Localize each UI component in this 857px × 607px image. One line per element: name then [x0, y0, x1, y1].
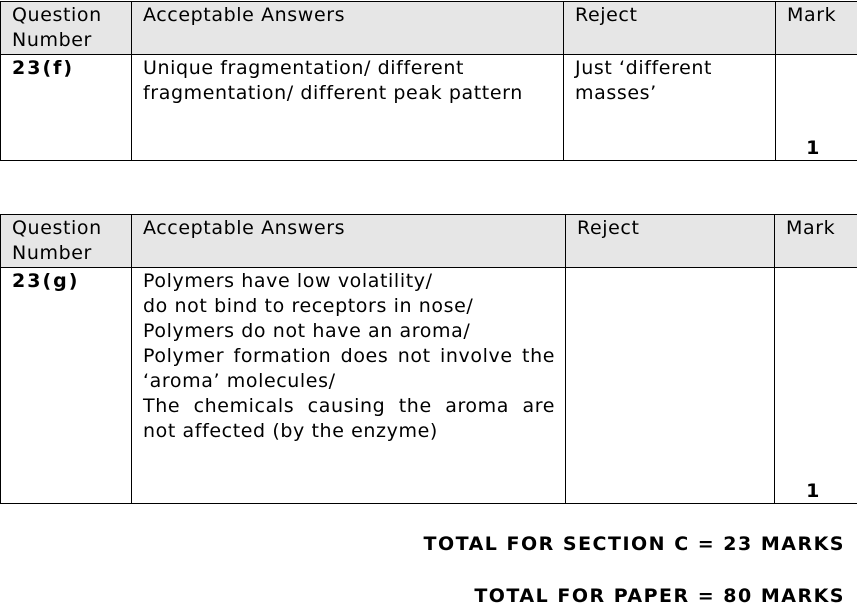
- header-reject: Reject: [564, 2, 776, 55]
- question-number: 23(f): [1, 55, 132, 161]
- answer-text: Polymer formation does not involve the ‘aroma’ molecules/: [143, 344, 555, 394]
- question-number: 23(g): [1, 268, 132, 504]
- answer-text: The chemicals causing the aroma are not affected (by the enzyme): [143, 394, 555, 444]
- header-question-number: Question Number: [1, 2, 132, 55]
- markscheme-table-23g: [0, 214, 857, 504]
- header-acceptable-answers: Acceptable Answers: [132, 215, 566, 268]
- mark-cell: [775, 268, 857, 504]
- table-header-row: [1, 215, 857, 268]
- answer-text: Polymers have low volatility/: [143, 269, 555, 294]
- table-row: [1, 55, 857, 161]
- reject-text: [566, 268, 775, 504]
- answer-text: Polymers do not have an aroma/: [143, 319, 555, 344]
- acceptable-answers: [132, 55, 564, 161]
- mark-cell: [776, 55, 857, 161]
- table-row: [1, 268, 857, 504]
- acceptable-answers: [132, 268, 566, 504]
- total-section-c: TOTAL FOR SECTION C = 23 MARKS: [423, 533, 845, 555]
- header-reject: Reject: [566, 215, 775, 268]
- answer-text: do not bind to receptors in nose/: [143, 294, 555, 319]
- mark-value: 1: [806, 136, 820, 161]
- header-mark: Mark: [776, 2, 857, 55]
- header-question-number: Question Number: [1, 215, 132, 268]
- reject-text: Just ‘different masses’: [564, 55, 776, 161]
- table-header-row: [1, 2, 857, 55]
- header-mark: Mark: [775, 215, 857, 268]
- markscheme-table-23f: [0, 1, 857, 161]
- header-acceptable-answers: Acceptable Answers: [132, 2, 564, 55]
- answer-text: Unique fragmentation/ different fragmentation/ different peak pattern: [143, 56, 553, 106]
- mark-value: 1: [806, 479, 820, 504]
- total-paper: TOTAL FOR PAPER = 80 MARKS: [474, 585, 845, 607]
